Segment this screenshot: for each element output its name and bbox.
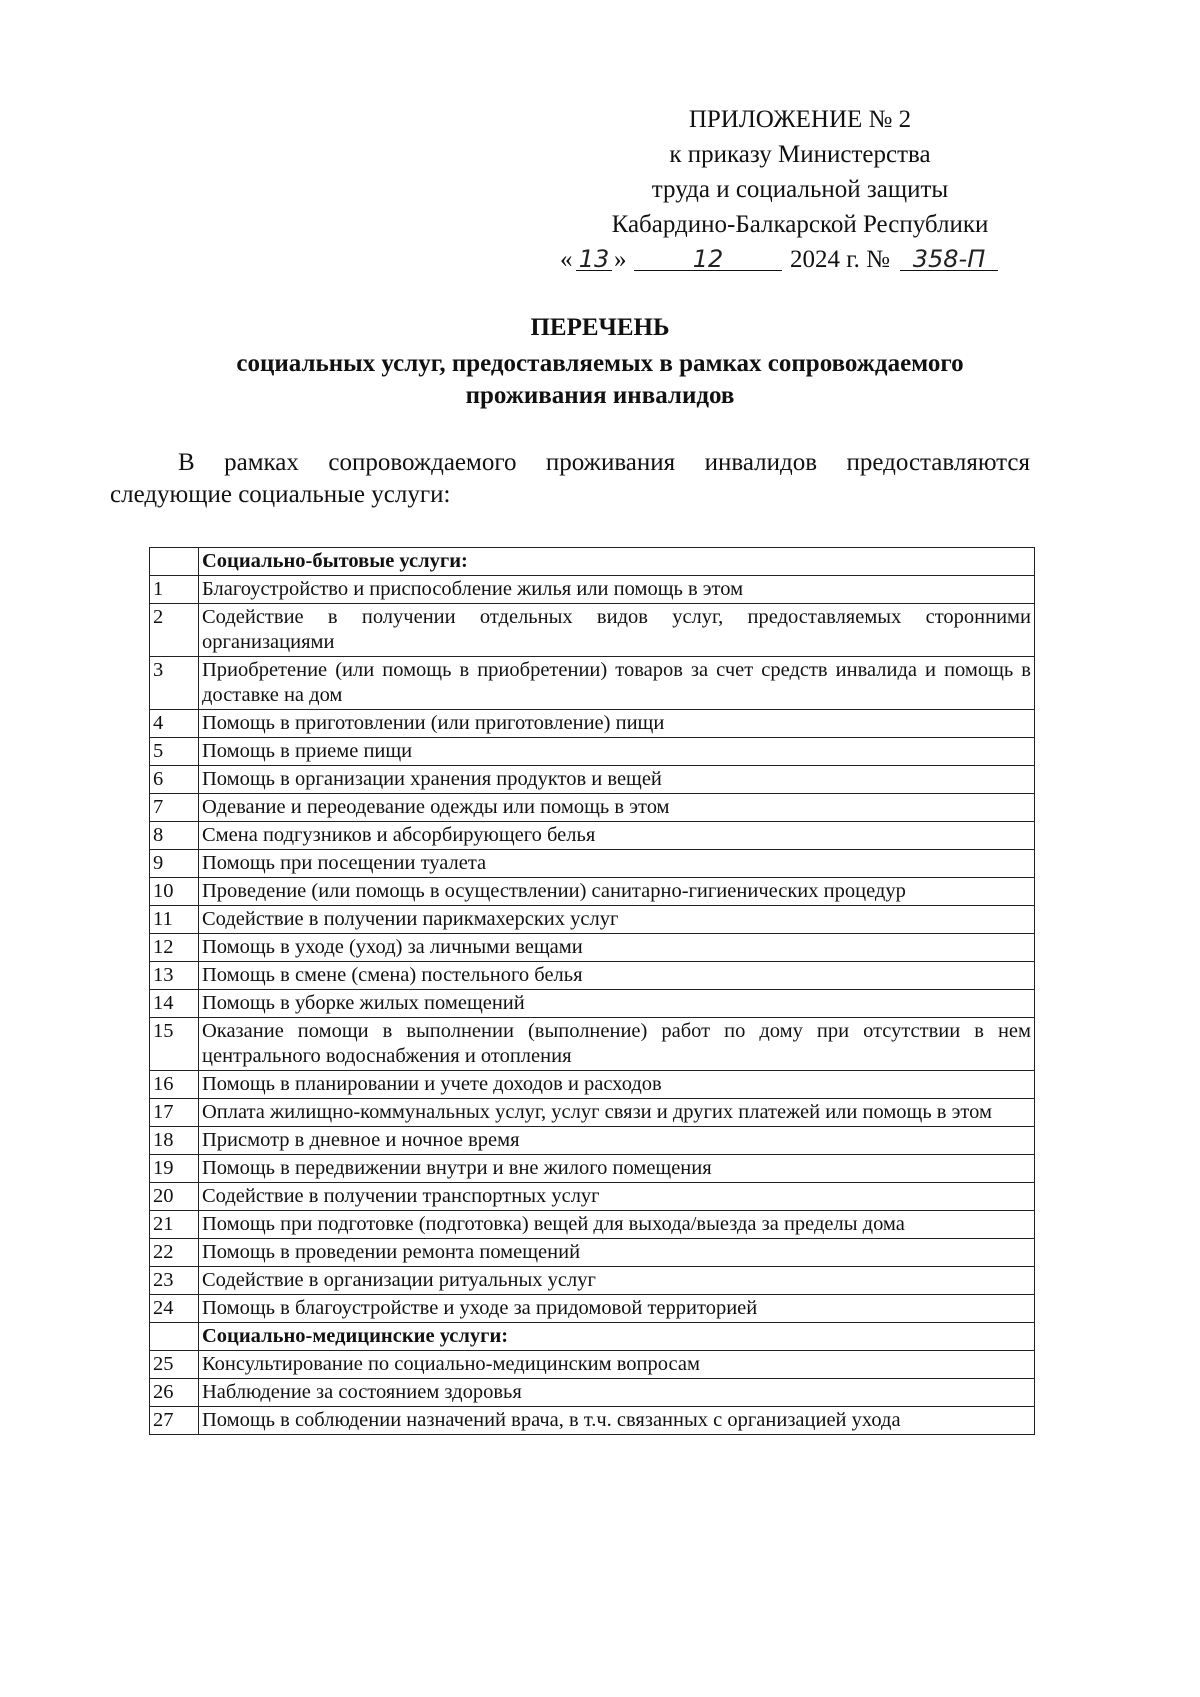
item-number: 15 <box>150 1018 199 1071</box>
services-table <box>149 547 1035 1435</box>
item-number: 7 <box>150 794 199 822</box>
item-number: 6 <box>150 766 199 794</box>
item-number: 9 <box>150 850 199 878</box>
item-description: Благоустройство и приспособление жилья или помощь в этом <box>199 576 1035 604</box>
item-number: 27 <box>150 1407 199 1435</box>
section-heading-number-cell <box>150 548 199 576</box>
appendix-line-order: к приказу Министерства <box>669 141 931 168</box>
item-description: Помощь в проведении ремонта помещений <box>199 1239 1035 1267</box>
section-heading-number-cell <box>150 1323 199 1351</box>
item-description: Содействие в организации ритуальных услуг <box>199 1267 1035 1295</box>
table-row <box>150 1183 1035 1211</box>
item-number: 20 <box>150 1183 199 1211</box>
table-row <box>150 1295 1035 1323</box>
table-row <box>150 1018 1035 1071</box>
table-row <box>150 1071 1035 1099</box>
item-number: 3 <box>150 657 199 710</box>
table-row <box>150 1379 1035 1407</box>
item-number: 2 <box>150 604 199 657</box>
table-row <box>150 710 1035 738</box>
item-number: 10 <box>150 878 199 906</box>
item-description: Помощь в приеме пищи <box>199 738 1035 766</box>
table-row <box>150 962 1035 990</box>
item-description: Приобретение (или помощь в приобретении) товаров за счет средств инвалида и помощь в доставке на дом <box>199 657 1035 710</box>
table-row <box>150 1407 1035 1435</box>
appendix-line-ministry: труда и социальной защиты <box>651 176 949 203</box>
table-row <box>150 604 1035 657</box>
item-number: 24 <box>150 1295 199 1323</box>
item-number: 16 <box>150 1071 199 1099</box>
item-description: Помощь в планировании и учете доходов и расходов <box>199 1071 1035 1099</box>
quote-open: « <box>560 246 573 273</box>
order-month: 12 <box>634 242 782 271</box>
table-row <box>150 738 1035 766</box>
item-description: Помощь в соблюдении назначений врача, в т.ч. связанных с организацией ухода <box>199 1407 1035 1435</box>
table-row <box>150 794 1035 822</box>
item-description: Оказание помощи в выполнении (выполнение) работ по дому при отсутствии в нем центрального водоснабжения и отопления <box>199 1018 1035 1071</box>
order-date-line <box>540 242 1060 277</box>
table-row <box>150 906 1035 934</box>
item-description: Помощь в уходе (уход) за личными вещами <box>199 934 1035 962</box>
table-row <box>150 1099 1035 1127</box>
item-description: Проведение (или помощь в осуществлении) санитарно-гигиенических процедур <box>199 878 1035 906</box>
item-description: Помощь в передвижении внутри и вне жилого помещения <box>199 1155 1035 1183</box>
document-subtitle-line1: социальных услуг, предоставляемых в рамках сопровождаемого <box>236 350 964 377</box>
section-heading-row <box>150 548 1035 576</box>
item-number: 25 <box>150 1351 199 1379</box>
order-year-label: 2024 г. № <box>790 246 891 273</box>
item-number: 14 <box>150 990 199 1018</box>
intro-paragraph: В рамках сопровождаемого проживания инвалидов предоставляются следующие социальные услуги: <box>110 449 1030 508</box>
item-number: 5 <box>150 738 199 766</box>
table-row <box>150 850 1035 878</box>
order-number: 358-П <box>900 242 998 271</box>
table-row <box>150 1267 1035 1295</box>
document-title: ПЕРЕЧЕНЬ <box>530 314 670 341</box>
quote-close: » <box>614 246 627 273</box>
table-row <box>150 822 1035 850</box>
item-description: Оплата жилищно-коммунальных услуг, услуг связи и других платежей или помощь в этом <box>199 1099 1035 1127</box>
item-description: Одевание и переодевание одежды или помощь в этом <box>199 794 1035 822</box>
item-number: 4 <box>150 710 199 738</box>
item-description: Наблюдение за состоянием здоровья <box>199 1379 1035 1407</box>
section-heading: Социально-бытовые услуги: <box>199 548 1035 576</box>
item-number: 17 <box>150 1099 199 1127</box>
item-description: Смена подгузников и абсорбирующего белья <box>199 822 1035 850</box>
table-row <box>150 990 1035 1018</box>
item-number: 22 <box>150 1239 199 1267</box>
item-description: Помощь в благоустройстве и уходе за придомовой территорией <box>199 1295 1035 1323</box>
item-number: 1 <box>150 576 199 604</box>
item-number: 12 <box>150 934 199 962</box>
item-number: 19 <box>150 1155 199 1183</box>
item-description: Помощь при посещении туалета <box>199 850 1035 878</box>
table-row <box>150 934 1035 962</box>
item-number: 18 <box>150 1127 199 1155</box>
table-row <box>150 1211 1035 1239</box>
item-description: Помощь в приготовлении (или приготовление) пищи <box>199 710 1035 738</box>
item-description: Помощь в уборке жилых помещений <box>199 990 1035 1018</box>
appendix-header <box>540 102 1060 277</box>
table-row <box>150 576 1035 604</box>
item-description: Содействие в получении транспортных услуг <box>199 1183 1035 1211</box>
table-row <box>150 1155 1035 1183</box>
item-description: Консультирование по социально-медицинским вопросам <box>199 1351 1035 1379</box>
item-number: 26 <box>150 1379 199 1407</box>
document-subtitle-line2: проживания инвалидов <box>465 382 735 409</box>
section-heading-row <box>150 1323 1035 1351</box>
order-day: 13 <box>576 242 612 271</box>
appendix-title: ПРИЛОЖЕНИЕ № 2 <box>688 106 912 133</box>
item-description: Помощь при подготовке (подготовка) вещей для выхода/выезда за пределы дома <box>199 1211 1035 1239</box>
appendix-line-republic: Кабардино-Балкарской Республики <box>611 211 989 238</box>
services-table-body <box>150 548 1035 1435</box>
item-number: 13 <box>150 962 199 990</box>
item-description: Помощь в организации хранения продуктов и вещей <box>199 766 1035 794</box>
table-row <box>150 766 1035 794</box>
item-description: Содействие в получении отдельных видов услуг, предоставляемых сторонними организациями <box>199 604 1035 657</box>
item-description: Помощь в смене (смена) постельного белья <box>199 962 1035 990</box>
item-description: Содействие в получении парикмахерских услуг <box>199 906 1035 934</box>
section-heading: Социально-медицинские услуги: <box>199 1323 1035 1351</box>
item-number: 23 <box>150 1267 199 1295</box>
table-row <box>150 878 1035 906</box>
table-row <box>150 1351 1035 1379</box>
table-row <box>150 657 1035 710</box>
item-number: 11 <box>150 906 199 934</box>
item-number: 8 <box>150 822 199 850</box>
item-number: 21 <box>150 1211 199 1239</box>
table-row <box>150 1239 1035 1267</box>
table-row <box>150 1127 1035 1155</box>
item-description: Присмотр в дневное и ночное время <box>199 1127 1035 1155</box>
